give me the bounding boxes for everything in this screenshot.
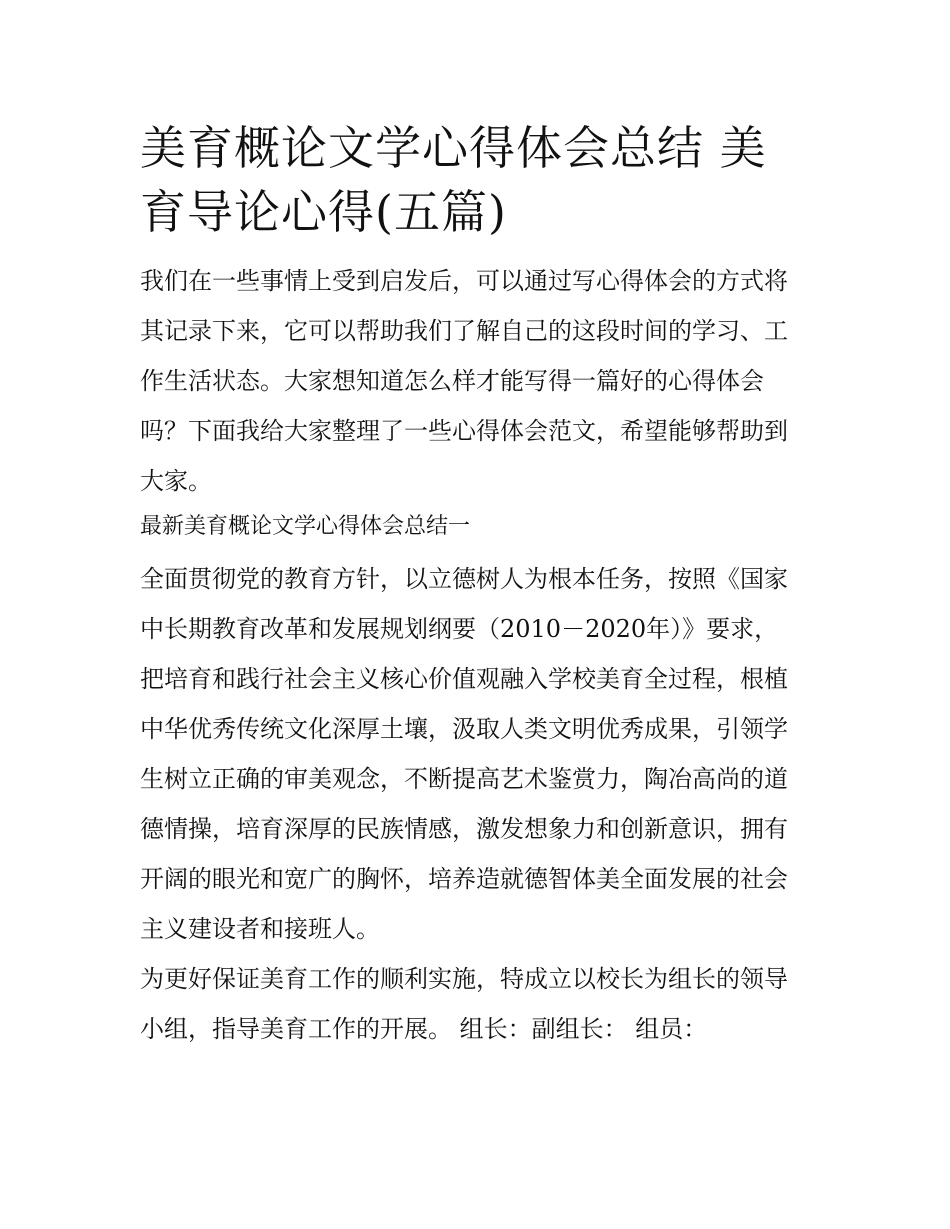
paragraph-leadership — [140, 954, 820, 1054]
paragraph-guideline — [140, 554, 820, 654]
para2-line-3: 生树立正确的审美观念，不断提高艺术鉴赏力，陶冶高尚的道 — [140, 765, 788, 793]
para2-line-5: 开阔的眼光和宽广的胸怀，培养造就德智体美全面发展的社会 — [140, 865, 788, 893]
para3-line-1: 为更好保证美育工作的顺利实施，特成立以校长为组长的领导 — [140, 965, 788, 993]
intro-line-1: 我们在一些事情上受到启发后，可以通过写心得体会的方式将 — [140, 267, 788, 295]
section-heading: 最新美育概论文学心得体会总结一 — [140, 514, 471, 539]
intro-line-3: 作生活状态。大家想知道怎么样才能写得一篇好的心得体会 — [140, 367, 764, 395]
document-body — [140, 116, 820, 1054]
intro-line-5: 大家。 — [140, 467, 212, 495]
para1-line-1: 全面贯彻党的教育方针，以立德树人为根本任务，按照《国家 — [140, 565, 788, 593]
title-spacer — [140, 244, 820, 256]
para1-line-2: 中长期教育改革和发展规划纲要（2010－2020年）》要求， — [140, 615, 779, 643]
para3-line-2: 小组，指导美育工作的开展。 组长：副组长： 组员： — [140, 1015, 708, 1043]
title-line-1: 美育概论文学心得体会总结 美 — [140, 121, 767, 175]
intro-paragraph — [140, 256, 820, 506]
para2-line-6: 主义建设者和接班人。 — [140, 915, 380, 943]
para2-line-2: 中华优秀传统文化深厚土壤，汲取人类文明优秀成果，引领学 — [140, 715, 788, 743]
paragraph-goals — [140, 654, 820, 954]
intro-line-2: 其记录下来，它可以帮助我们了解自己的这段时间的学习、工 — [140, 317, 788, 345]
title-line-2: 育导论心得(五篇) — [140, 185, 507, 239]
para2-line-1: 把培育和践行社会主义核心价值观融入学校美育全过程，根植 — [140, 665, 788, 693]
intro-line-4: 吗？下面我给大家整理了一些心得体会范文，希望能够帮助到 — [140, 417, 788, 445]
para2-line-4: 德情操，培育深厚的民族情感，激发想象力和创新意识，拥有 — [140, 815, 788, 843]
document-title — [140, 116, 820, 244]
